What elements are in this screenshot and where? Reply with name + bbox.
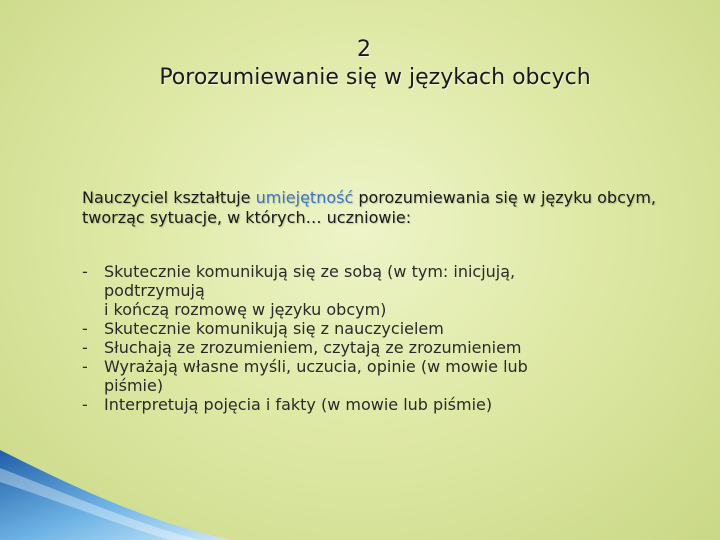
intro-text-before: Nauczyciel kształtuje <box>82 188 256 207</box>
slide-heading: Porozumiewanie się w językach obcych <box>159 65 591 90</box>
list-item-line: Słuchają ze zrozumieniem, czytają ze zrozumieniem <box>104 338 522 357</box>
competency-list <box>82 262 642 414</box>
list-item-line: Interpretują pojęcia i fakty (w mowie lub piśmie) <box>104 395 493 414</box>
list-bullet: - <box>82 319 88 338</box>
list-bullet: - <box>82 262 88 281</box>
wave-shape <box>0 450 230 540</box>
slide-number: 2 <box>357 37 371 62</box>
list-item <box>82 357 642 395</box>
list-item-line: Skutecznie komunikują się z nauczycielem <box>104 319 444 338</box>
list-bullet: - <box>82 357 88 376</box>
slide-title <box>0 36 720 92</box>
list-item-line: Skutecznie komunikują się ze sobą (w tym: inicjują, <box>104 262 516 281</box>
intro-paragraph <box>82 188 682 228</box>
decorative-wave <box>0 450 230 540</box>
list-item <box>82 262 642 319</box>
list-item-line: podtrzymują <box>104 281 205 300</box>
list-item <box>82 319 642 338</box>
list-item-line: piśmie) <box>104 376 164 395</box>
list-item <box>82 395 642 414</box>
list-item-line: i kończą rozmowę w języku obcym) <box>104 300 387 319</box>
list-bullet: - <box>82 338 88 357</box>
list-item <box>82 338 642 357</box>
intro-text-after: porozumiewania się w języku obcym, tworząc sytuacje, w których… uczniowie: <box>82 188 656 227</box>
intro-highlight: umiejętność <box>255 188 354 207</box>
list-item-line: Wyrażają własne myśli, uczucia, opinie (w mowie lub <box>104 357 528 376</box>
list-bullet: - <box>82 395 88 414</box>
